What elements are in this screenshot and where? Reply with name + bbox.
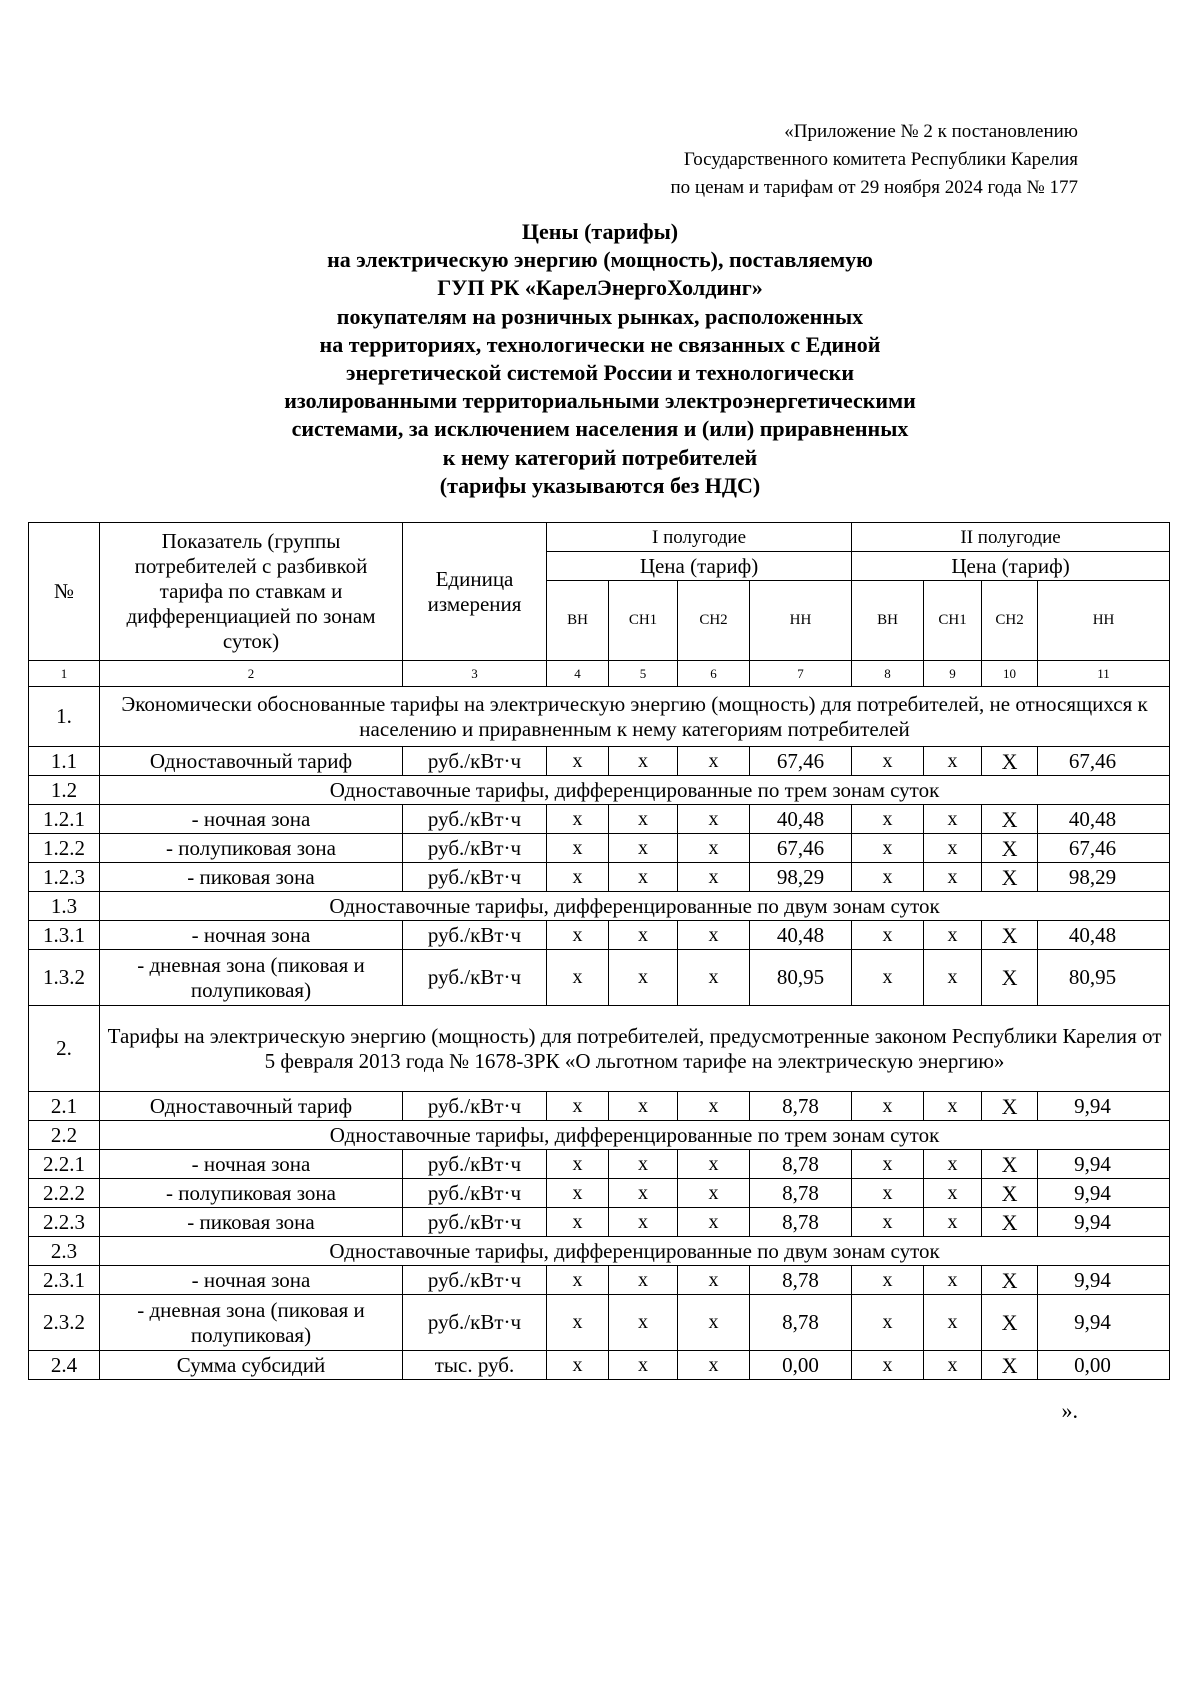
table-header [29, 523, 1170, 687]
row-unit: руб./кВт·ч [403, 834, 547, 863]
row-name: - ночная зона [100, 921, 403, 950]
cell-h1-ch2: х [678, 1208, 750, 1237]
subsection-text: Одноставочные тарифы, дифференцированные по двум зонам суток [100, 892, 1170, 921]
column-number: 5 [609, 661, 678, 687]
cell-h1-hh: 67,46 [750, 834, 852, 863]
cell-h2-ch1: х [924, 863, 982, 892]
row-unit: руб./кВт·ч [403, 950, 547, 1006]
cell-h2-bh: х [852, 1266, 924, 1295]
subsection-text: Одноставочные тарифы, дифференцированные по двум зонам суток [100, 1237, 1170, 1266]
table-row [29, 1179, 1170, 1208]
row-name: Одноставочный тариф [100, 1092, 403, 1121]
cell-h1-hh: 8,78 [750, 1208, 852, 1237]
cell-h2-bh: х [852, 921, 924, 950]
cell-h1-bh: х [547, 805, 609, 834]
title-line: покупателям на розничных рынках, расположенных [336, 303, 864, 329]
cell-h2-bh: х [852, 1351, 924, 1380]
document-title [160, 218, 1040, 500]
cell-h1-hh: 8,78 [750, 1295, 852, 1351]
cell-h1-bh: х [547, 1208, 609, 1237]
cell-h2-bh: х [852, 1092, 924, 1121]
row-unit: руб./кВт·ч [403, 1092, 547, 1121]
row-unit: руб./кВт·ч [403, 1208, 547, 1237]
row-name: - ночная зона [100, 1150, 403, 1179]
row-number: 2.2.3 [29, 1208, 100, 1237]
cell-h1-ch1: х [609, 1208, 678, 1237]
cell-h1-bh: х [547, 1150, 609, 1179]
row-number: 2.2.1 [29, 1150, 100, 1179]
subsection-row [29, 1237, 1170, 1266]
title-line: на территориях, технологически не связанных с Единой [319, 331, 881, 357]
cell-h2-ch1: х [924, 1351, 982, 1380]
row-name: - ночная зона [100, 805, 403, 834]
row-number: 2.3 [29, 1237, 100, 1266]
section-row [29, 687, 1170, 747]
title-line: энергетической системой России и технологически [345, 360, 855, 386]
cell-h1-bh: х [547, 747, 609, 776]
cell-h2-bh: х [852, 1208, 924, 1237]
header-bh: ВН [547, 581, 609, 661]
subsection-row [29, 776, 1170, 805]
header-bh: ВН [852, 581, 924, 661]
cell-h2-hh: 67,46 [1038, 834, 1170, 863]
header-ch1: СН1 [924, 581, 982, 661]
cell-h2-ch1: х [924, 1092, 982, 1121]
header-ch2: СН2 [678, 581, 750, 661]
row-number: 1.3.1 [29, 921, 100, 950]
row-number: 1.2.3 [29, 863, 100, 892]
cell-h2-hh: 67,46 [1038, 747, 1170, 776]
cell-h1-ch2: х [678, 950, 750, 1006]
row-unit: тыс. руб. [403, 1351, 547, 1380]
title-line: (тарифы указываются без НДС) [439, 472, 761, 498]
row-name: - дневная зона (пиковая и полупиковая) [100, 1295, 403, 1351]
cell-h2-bh: х [852, 747, 924, 776]
row-unit: руб./кВт·ч [403, 1295, 547, 1351]
cell-h1-hh: 98,29 [750, 863, 852, 892]
table-row [29, 834, 1170, 863]
row-unit: руб./кВт·ч [403, 863, 547, 892]
title-line: системами, за исключением населения и (или) приравненных [291, 416, 909, 442]
cell-h2-hh: 98,29 [1038, 863, 1170, 892]
cell-h2-ch2: Х [982, 950, 1038, 1006]
table-row [29, 921, 1170, 950]
row-number: 2.2 [29, 1121, 100, 1150]
cell-h2-bh: х [852, 1150, 924, 1179]
table-row [29, 1208, 1170, 1237]
title-line: Цены (тарифы) [521, 219, 679, 244]
row-number: 2. [29, 1006, 100, 1092]
cell-h2-hh: 9,94 [1038, 1295, 1170, 1351]
cell-h1-bh: х [547, 1092, 609, 1121]
cell-h1-ch2: х [678, 747, 750, 776]
table-row [29, 1150, 1170, 1179]
cell-h2-ch2: Х [982, 921, 1038, 950]
cell-h1-ch2: х [678, 1179, 750, 1208]
cell-h2-ch2: Х [982, 805, 1038, 834]
cell-h1-ch2: х [678, 1092, 750, 1121]
subsection-row [29, 1121, 1170, 1150]
cell-h2-ch2: Х [982, 1092, 1038, 1121]
cell-h2-ch1: х [924, 950, 982, 1006]
table-row [29, 1295, 1170, 1351]
row-number: 1.2.1 [29, 805, 100, 834]
cell-h2-ch2: Х [982, 1150, 1038, 1179]
row-name: Сумма субсидий [100, 1351, 403, 1380]
cell-h1-ch1: х [609, 921, 678, 950]
header-ch1: СН1 [609, 581, 678, 661]
row-number: 2.3.1 [29, 1266, 100, 1295]
row-unit: руб./кВт·ч [403, 1266, 547, 1295]
row-unit: руб./кВт·ч [403, 921, 547, 950]
annex-line: по ценам и тарифам от 29 ноября 2024 года № 177 [670, 177, 1078, 198]
cell-h2-hh: 9,94 [1038, 1208, 1170, 1237]
column-number: 2 [100, 661, 403, 687]
table-row [29, 1351, 1170, 1380]
row-unit: руб./кВт·ч [403, 747, 547, 776]
column-number: 6 [678, 661, 750, 687]
section-text: Экономически обоснованные тарифы на электрическую энергию (мощность) для потребителей, не относящихся к населению и приравненным к нему категориям потребителей [100, 687, 1170, 747]
tariff-table [28, 522, 1170, 1380]
row-number: 2.3.2 [29, 1295, 100, 1351]
cell-h1-ch2: х [678, 805, 750, 834]
cell-h1-ch1: х [609, 1092, 678, 1121]
cell-h2-ch2: Х [982, 747, 1038, 776]
table-row [29, 863, 1170, 892]
cell-h1-bh: х [547, 1295, 609, 1351]
cell-h2-ch2: Х [982, 1266, 1038, 1295]
header-indicator: Показатель (группы потребителей с разбивкой тарифа по ставкам и дифференциацией по зонам суток) [100, 523, 403, 661]
cell-h2-hh: 9,94 [1038, 1179, 1170, 1208]
subsection-text: Одноставочные тарифы, дифференцированные по трем зонам суток [100, 1121, 1170, 1150]
cell-h1-ch1: х [609, 747, 678, 776]
cell-h1-ch2: х [678, 1266, 750, 1295]
cell-h2-ch2: Х [982, 1295, 1038, 1351]
cell-h1-ch2: х [678, 1150, 750, 1179]
header-hh: НН [1038, 581, 1170, 661]
cell-h2-hh: 40,48 [1038, 921, 1170, 950]
table-row [29, 747, 1170, 776]
cell-h1-ch1: х [609, 863, 678, 892]
cell-h1-hh: 40,48 [750, 805, 852, 834]
cell-h1-ch1: х [609, 805, 678, 834]
header-num: № [29, 523, 100, 661]
cell-h2-hh: 9,94 [1038, 1092, 1170, 1121]
cell-h2-ch2: Х [982, 834, 1038, 863]
column-number: 11 [1038, 661, 1170, 687]
cell-h2-hh: 80,95 [1038, 950, 1170, 1006]
column-number: 7 [750, 661, 852, 687]
row-unit: руб./кВт·ч [403, 805, 547, 834]
cell-h2-ch2: Х [982, 1208, 1038, 1237]
cell-h1-hh: 8,78 [750, 1150, 852, 1179]
cell-h1-ch2: х [678, 1295, 750, 1351]
column-number: 1 [29, 661, 100, 687]
title-line: ГУП РК «КарелЭнергоХолдинг» [437, 275, 763, 301]
row-name: Одноставочный тариф [100, 747, 403, 776]
header-ch2: СН2 [982, 581, 1038, 661]
cell-h2-ch2: Х [982, 1351, 1038, 1380]
header-hh: НН [750, 581, 852, 661]
column-number: 3 [403, 661, 547, 687]
closing-quote: ». [1061, 1398, 1078, 1423]
cell-h1-bh: х [547, 1179, 609, 1208]
cell-h2-ch2: Х [982, 1179, 1038, 1208]
row-number: 2.1 [29, 1092, 100, 1121]
cell-h2-hh: 9,94 [1038, 1150, 1170, 1179]
cell-h1-bh: х [547, 921, 609, 950]
cell-h1-ch2: х [678, 863, 750, 892]
cell-h2-bh: х [852, 834, 924, 863]
table-body [29, 687, 1170, 1380]
row-number: 1.2 [29, 776, 100, 805]
title-line: на электрическую энергию (мощность), поставляемую [327, 247, 873, 273]
cell-h2-hh: 9,94 [1038, 1266, 1170, 1295]
row-number: 1.3 [29, 892, 100, 921]
title-line: к нему категорий потребителей [442, 444, 758, 470]
cell-h1-hh: 40,48 [750, 921, 852, 950]
column-number: 10 [982, 661, 1038, 687]
cell-h2-ch1: х [924, 1179, 982, 1208]
cell-h2-hh: 40,48 [1038, 805, 1170, 834]
cell-h1-ch2: х [678, 921, 750, 950]
cell-h2-bh: х [852, 1295, 924, 1351]
cell-h2-ch1: х [924, 834, 982, 863]
section-text: Тарифы на электрическую энергию (мощность) для потребителей, предусмотренные законом Республики Карелия от 5 февраля 2013 года № 1678-ЗРК «О льготном тарифе на электрическую энергию» [100, 1006, 1170, 1092]
cell-h1-hh: 80,95 [750, 950, 852, 1006]
table-row [29, 805, 1170, 834]
annex-line: «Приложение № 2 к постановлению [784, 121, 1078, 142]
cell-h1-ch1: х [609, 1295, 678, 1351]
cell-h1-bh: х [547, 1266, 609, 1295]
cell-h1-bh: х [547, 834, 609, 863]
table-row [29, 950, 1170, 1006]
cell-h1-ch2: х [678, 834, 750, 863]
cell-h1-hh: 8,78 [750, 1092, 852, 1121]
row-number: 1.3.2 [29, 950, 100, 1006]
row-number: 1.1 [29, 747, 100, 776]
cell-h2-bh: х [852, 950, 924, 1006]
cell-h1-ch1: х [609, 1266, 678, 1295]
row-number: 1. [29, 687, 100, 747]
row-name: - пиковая зона [100, 863, 403, 892]
cell-h1-ch1: х [609, 950, 678, 1006]
row-unit: руб./кВт·ч [403, 1179, 547, 1208]
header-price-1: Цена (тариф) [547, 552, 852, 581]
cell-h1-hh: 0,00 [750, 1351, 852, 1380]
cell-h2-bh: х [852, 863, 924, 892]
cell-h2-ch1: х [924, 921, 982, 950]
row-name: - полупиковая зона [100, 834, 403, 863]
annex-line: Государственного комитета Республики Карелия [683, 149, 1078, 170]
row-name: - дневная зона (пиковая и полупиковая) [100, 950, 403, 1006]
cell-h2-ch1: х [924, 747, 982, 776]
cell-h1-bh: х [547, 863, 609, 892]
row-unit: руб./кВт·ч [403, 1150, 547, 1179]
cell-h1-ch1: х [609, 1351, 678, 1380]
row-number: 1.2.2 [29, 834, 100, 863]
cell-h1-bh: х [547, 1351, 609, 1380]
cell-h1-hh: 8,78 [750, 1179, 852, 1208]
cell-h2-bh: х [852, 1179, 924, 1208]
cell-h1-ch2: х [678, 1351, 750, 1380]
cell-h2-ch1: х [924, 1208, 982, 1237]
cell-h2-ch1: х [924, 805, 982, 834]
column-number: 8 [852, 661, 924, 687]
header-unit: Единица измерения [403, 523, 547, 661]
header-price-2: Цена (тариф) [852, 552, 1170, 581]
row-name: - пиковая зона [100, 1208, 403, 1237]
cell-h1-ch1: х [609, 1150, 678, 1179]
table-row [29, 1092, 1170, 1121]
column-number: 4 [547, 661, 609, 687]
cell-h1-hh: 8,78 [750, 1266, 852, 1295]
subsection-text: Одноставочные тарифы, дифференцированные по трем зонам суток [100, 776, 1170, 805]
row-name: - полупиковая зона [100, 1179, 403, 1208]
cell-h2-ch1: х [924, 1150, 982, 1179]
cell-h1-bh: х [547, 950, 609, 1006]
row-number: 2.2.2 [29, 1179, 100, 1208]
header-half-2: II полугодие [852, 523, 1170, 552]
cell-h2-ch2: Х [982, 863, 1038, 892]
title-line: изолированными территориальными электроэнергетическими [284, 388, 916, 414]
cell-h2-bh: х [852, 805, 924, 834]
subsection-row [29, 892, 1170, 921]
column-number: 9 [924, 661, 982, 687]
cell-h1-ch1: х [609, 1179, 678, 1208]
row-number: 2.4 [29, 1351, 100, 1380]
row-name: - ночная зона [100, 1266, 403, 1295]
section-row [29, 1006, 1170, 1092]
table-row [29, 1266, 1170, 1295]
cell-h2-ch1: х [924, 1295, 982, 1351]
annex-reference [671, 118, 1078, 202]
cell-h2-hh: 0,00 [1038, 1351, 1170, 1380]
cell-h1-hh: 67,46 [750, 747, 852, 776]
cell-h2-ch1: х [924, 1266, 982, 1295]
header-half-1: I полугодие [547, 523, 852, 552]
cell-h1-ch1: х [609, 834, 678, 863]
